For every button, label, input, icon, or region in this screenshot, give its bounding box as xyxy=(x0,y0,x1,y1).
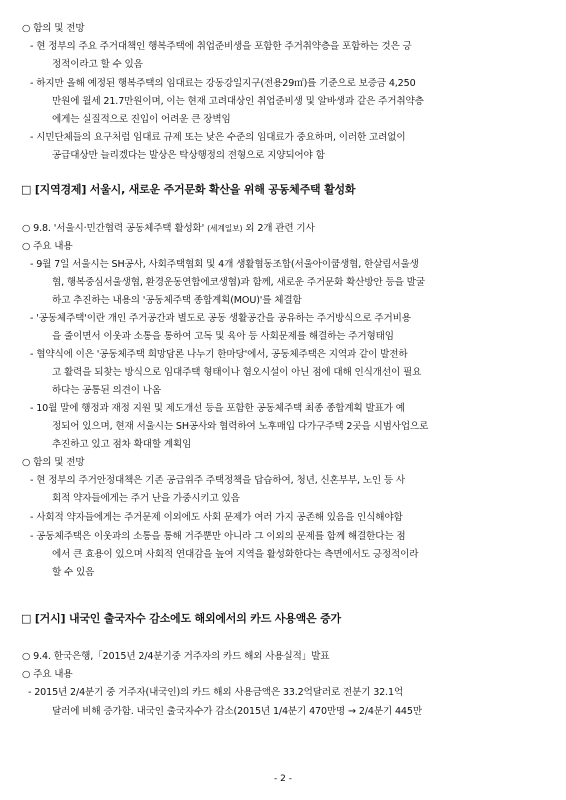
bullet-text: - 9월 7일 서울시는 SH공사, 사회주택협회 및 4개 생활협동조합(서울아이쿱생협, 한살림서울생 xyxy=(30,259,419,270)
section-label-main-content: ○ 주요 내용 xyxy=(22,241,73,252)
bullet-text: - 2015년 2/4분기 중 거주자(내국인)의 카드 해외 사용금액은 33.2억달러로 전분기 32.1억 xyxy=(28,687,404,698)
section-heading-regional-economy: □ [지역경제] 서울시, 새로운 주거문화 확산을 위해 공동체주택 활성화 xyxy=(21,183,356,196)
bullet-text-continued: 추진하고 있고 점차 확대할 계획임 xyxy=(52,439,192,450)
bullet-text-continued: 협, 행복중심서울생협, 환경운동연합에코생협)과 함께, 새로운 주거문화 확산방안 등을 발굴 xyxy=(52,277,425,288)
bullet-text-continued: 공급대상만 늘리겠다는 발상은 탁상행정의 전형으로 지양되어야 함 xyxy=(52,150,325,161)
section-label-implications: ○ 함의 및 전망 xyxy=(22,457,85,468)
bullet-text: - 협약식에 이은 '공동체주택 희망담론 나누기 한마당'에서, 공동체주택은 지역과 같이 발전하 xyxy=(30,349,408,360)
bullet-text-continued: 정적이라고 할 수 있음 xyxy=(52,59,143,70)
bullet-text-continued: 을 줄이면서 이웃과 소통을 통하여 고독 및 육아 등 사회문제를 해결하는 주거형태임 xyxy=(52,331,394,342)
section-label-implications: ○ 함의 및 전망 xyxy=(22,23,85,34)
bullet-text-continued: 하고 추진하는 내용의 '공동체주택 종합계획(MOU)'를 체결함 xyxy=(52,295,302,306)
bullet-text-continued: 할 수 있음 xyxy=(52,567,95,578)
bullet-text: - 현 정부의 주요 주거대책인 행복주택에 취업준비생을 포함한 주거취약층을 포함하는 것은 긍 xyxy=(30,41,412,52)
bullet-text-continued: 회적 약자들에게는 주거 난을 가중시키고 있음 xyxy=(52,493,240,504)
article-related-count: 외 2개 관련 기사 xyxy=(245,223,315,234)
bullet-text-continued: 고 활력을 되찾는 방식으로 임대주택 형태이나 혐오시설이 아닌 점에 대해 인식개선이 필요 xyxy=(52,367,422,378)
bullet-text-continued: 에서 큰 효용이 있으며 사회적 연대감을 높여 지역을 활성화한다는 측면에서도 긍정적이라 xyxy=(52,549,419,560)
article-title: ○ 9.8. '서울시·민간협력 공동체주택 활성화' xyxy=(22,223,205,234)
bullet-text: - 현 정부의 주거안정대책은 기존 공급위주 주택정책을 답습하여, 청년, 신혼부부, 노인 등 사 xyxy=(30,475,406,486)
article-source-line xyxy=(22,222,315,235)
bullet-text-continued: 하다는 공통된 의견이 나옴 xyxy=(52,385,161,396)
bullet-text: - 사회적 약자들에게는 주거문제 이외에도 사회 문제가 여러 가지 공존해 있음을 인식해야함 xyxy=(30,512,403,523)
bullet-text: - 시민단체들의 요구처럼 임대료 규제 또는 낮은 수준의 임대료가 중요하며, 이러한 고려없이 xyxy=(30,132,406,143)
page-number: - 2 - xyxy=(274,774,292,784)
bullet-text: - 10월 말에 행정과 재정 지원 및 제도개선 등을 포함한 공동체주택 최종 종합계획 발표가 예 xyxy=(30,403,405,414)
bullet-text: - 공동체주택은 이웃과의 소통을 통해 거주뿐만 아니라 그 이외의 문제를 함께 해결한다는 점 xyxy=(30,531,406,542)
bullet-text-continued: 에게는 실질적으로 진입이 어려운 큰 장벽임 xyxy=(52,114,231,125)
section-heading-macro: □ [거시] 내국인 출국자수 감소에도 해외에서의 카드 사용액은 증가 xyxy=(21,612,341,625)
bullet-text: - '공동체주택'이란 개인 주거공간과 별도로 공동 생활공간을 공유하는 주거방식으로 주거비용 xyxy=(30,313,411,324)
section-label-main-content: ○ 주요 내용 xyxy=(22,669,73,680)
article-source-line: ○ 9.4. 한국은행,「2015년 2/4분기중 거주자의 카드 해외 사용실적」발표 xyxy=(22,651,330,662)
bullet-text: - 하지만 올해 예정된 행복주택의 임대료는 강동강일지구(전용29㎡)를 기준으로 보증금 4,250 xyxy=(30,78,416,89)
bullet-text-continued: 달러에 비해 증가함. 내국인 출국자수가 감소(2015년 1/4분기 470만명 → 2/4분기 445만 xyxy=(52,706,422,717)
bullet-text-continued: 만원에 월세 21.7만원이며, 이는 현재 고려대상인 취업준비생 및 알바생과 같은 주거취약층 xyxy=(52,96,424,107)
article-source: (세계일보) xyxy=(207,224,243,233)
bullet-text-continued: 정되어 있으며, 현재 서울시는 SH공사와 협력하여 노후매입 다가구주택 2곳을 시범사업으로 xyxy=(52,421,429,432)
